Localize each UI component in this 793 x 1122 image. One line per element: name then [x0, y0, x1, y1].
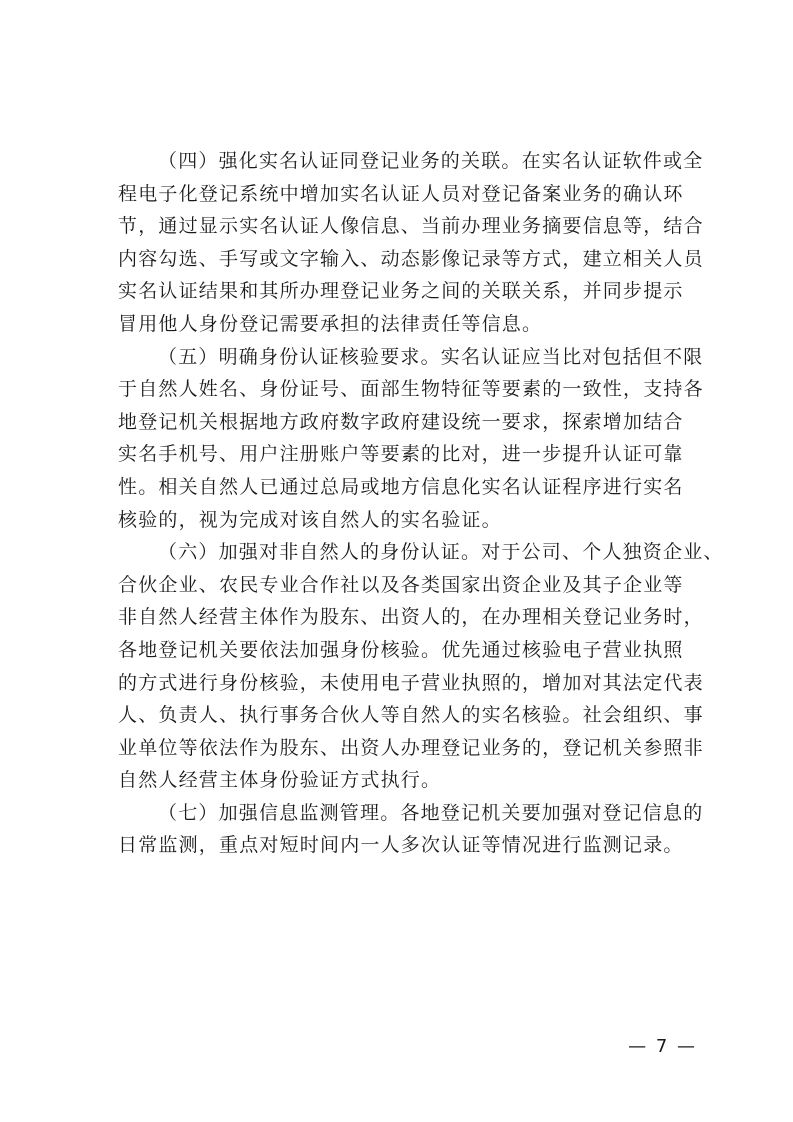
text-line: （六）加强对非自然人的身份认证。对于公司、个人独资企业、: [158, 541, 724, 564]
body-text: [118, 145, 724, 862]
text-line: 实名手机号、用户注册账户等要素的比对，进一步提升认证可靠: [118, 443, 684, 466]
text-line: 业单位等依法作为股东、出资人办理登记业务的，登记机关参照非: [118, 736, 704, 759]
text-line: 实名认证结果和其所办理登记业务之间的关联关系，并同步提示: [118, 280, 684, 303]
text-line: 程电子化登记系统中增加实名认证人员对登记备案业务的确认环: [118, 182, 684, 205]
text-line: 冒用他人身份登记需要承担的法律责任等信息。: [118, 312, 543, 335]
text-line: 非自然人经营主体作为股东、出资人的，在办理相关登记业务时，: [118, 606, 704, 629]
text-line: 核验的，视为完成对该自然人的实名验证。: [118, 508, 502, 531]
text-line: 节，通过显示实名认证人像信息、当前办理业务摘要信息等，结合: [118, 215, 704, 238]
text-line: 于自然人姓名、身份证号、面部生物特征等要素的一致性，支持各: [118, 378, 704, 401]
text-line: 性。相关自然人已通过总局或地方信息化实名认证程序进行实名: [118, 475, 684, 498]
text-line: 日常监测，重点对短时间内一人多次认证等情况进行监测记录。: [118, 834, 684, 857]
paragraph-4: [118, 145, 704, 341]
text-line: 地登记机关根据地方政府数字政府建设统一要求，探索增加结合: [118, 410, 684, 433]
paragraph-7: [118, 797, 704, 862]
text-line: 合伙企业、农民专业合作社以及各类国家出资企业及其子企业等: [118, 573, 684, 596]
text-line: （四）强化实名认证同登记业务的关联。在实名认证软件或全: [158, 150, 704, 172]
text-line: （五）明确身份认证核验要求。实名认证应当比对包括但不限: [158, 345, 704, 368]
text-line: 内容勾选、手写或文字输入、动态影像记录等方式，建立相关人员: [118, 247, 704, 270]
paragraph-6: [118, 536, 724, 797]
text-line: （七）加强信息监测管理。各地登记机关要加强对登记信息的: [158, 801, 704, 824]
text-line: 自然人经营主体身份验证方式执行。: [118, 769, 442, 792]
paragraph-5: [118, 341, 704, 537]
text-line: 人、负责人、执行事务合伙人等自然人的实名核验。社会组织、事: [118, 704, 704, 727]
text-line: 各地登记机关要依法加强身份核验。优先通过核验电子营业执照: [118, 638, 684, 661]
page-number: — 7 —: [628, 1036, 697, 1057]
text-line: 的方式进行身份核验，未使用电子营业执照的，增加对其法定代表: [118, 671, 704, 694]
